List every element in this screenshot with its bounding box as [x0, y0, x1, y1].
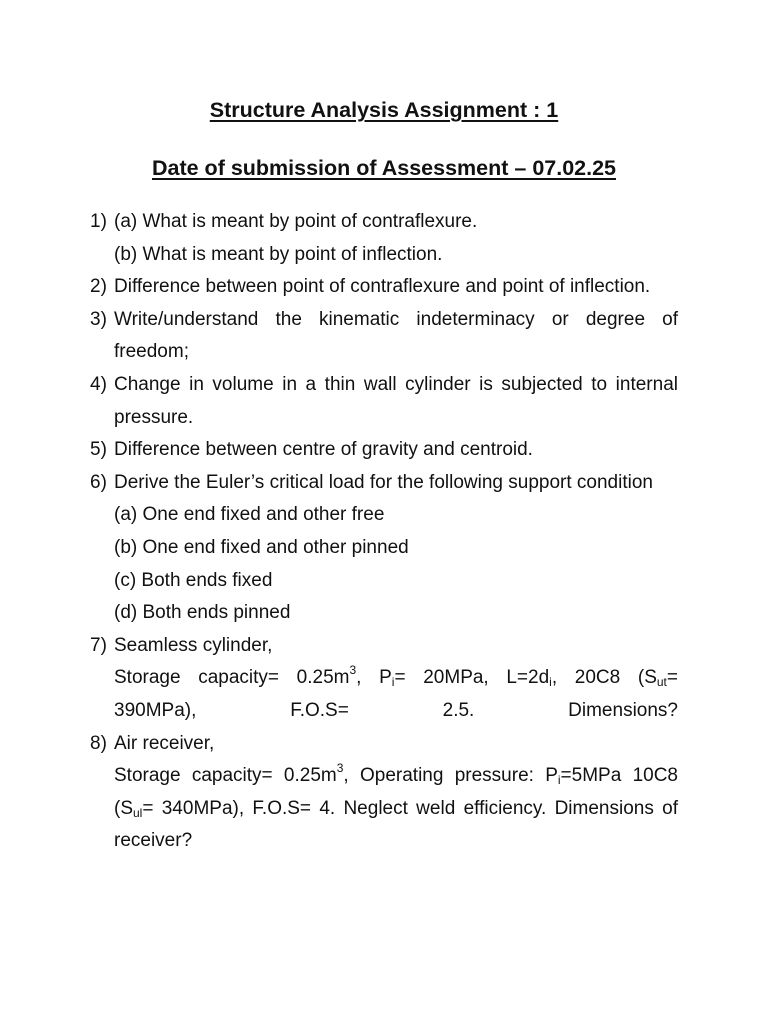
- question-number: 1): [90, 211, 107, 232]
- question-text: Derive the Euler’s critical load for the following support condition: [114, 471, 653, 493]
- question-text: Difference between point of contraflexure and point of inflection.: [114, 276, 651, 298]
- question-7: [90, 630, 678, 728]
- question-heading: Seamless cylinder,: [114, 634, 273, 656]
- support-condition-d: (d) Both ends pinned: [114, 602, 291, 624]
- spec-text: Storage capacity= 0.25m: [114, 765, 337, 787]
- question-1: [90, 206, 678, 271]
- spec-text: , 20C8 (S: [551, 667, 657, 689]
- superscript: 3: [336, 761, 344, 776]
- spec-text: , P: [356, 667, 392, 689]
- subscript: i: [391, 675, 395, 690]
- spec-text: = 390MPa), F.O.S= 2.5. Dimensions?: [114, 667, 678, 721]
- support-condition-a: (a) One end fixed and other free: [114, 504, 385, 526]
- question-number: 8): [90, 732, 107, 754]
- question-2: [90, 271, 678, 304]
- question-text: Difference between centre of gravity and centroid.: [114, 439, 533, 461]
- subscript: ul: [133, 805, 143, 820]
- spec-text: , Operating pressure: P: [343, 765, 558, 787]
- question-text: Write/understand the kinematic indeterminacy or degree of freedom;: [114, 308, 678, 363]
- question-number: 6): [90, 471, 107, 493]
- question-number: 3): [90, 308, 107, 330]
- question-number: 5): [90, 439, 107, 461]
- support-condition-c: (c) Both ends fixed: [114, 569, 273, 591]
- subscript: ut: [656, 675, 667, 690]
- question-part-a: (a) What is meant by point of contraflexure.: [114, 211, 478, 232]
- superscript: 3: [349, 663, 357, 678]
- question-heading: Air receiver,: [114, 732, 215, 754]
- document-title: Structure Analysis Assignment : 1: [209, 98, 559, 122]
- question-8: [90, 728, 678, 858]
- question-number: 7): [90, 634, 107, 656]
- question-specification: [114, 760, 678, 858]
- submission-date-heading: Date of submission of Assessment – 07.02.25: [151, 156, 617, 180]
- spec-text: = 340MPa), F.O.S= 4. Neglect weld efficiency. Dimensions of receiver?: [114, 797, 678, 852]
- support-condition-b: (b) One end fixed and other pinned: [114, 536, 409, 558]
- question-number: 2): [90, 276, 107, 298]
- question-5: [90, 434, 678, 467]
- question-part-b: (b) What is meant by point of inflection.: [114, 243, 443, 265]
- spec-text: Storage capacity= 0.25m: [114, 667, 350, 689]
- spec-text: = 20MPa, L=2d: [394, 667, 550, 689]
- question-specification: [114, 662, 678, 727]
- question-3: [90, 304, 678, 369]
- spec-text: =5MPa 10C8 (S: [114, 765, 678, 819]
- question-6: [90, 467, 678, 630]
- question-text: Change in volume in a thin wall cylinder is subjected to internal pressure.: [114, 373, 678, 428]
- question-number: 4): [90, 373, 107, 395]
- question-4: [90, 369, 678, 434]
- subscript: i: [557, 773, 561, 788]
- question-list: [90, 206, 678, 858]
- subscript: i: [549, 675, 552, 690]
